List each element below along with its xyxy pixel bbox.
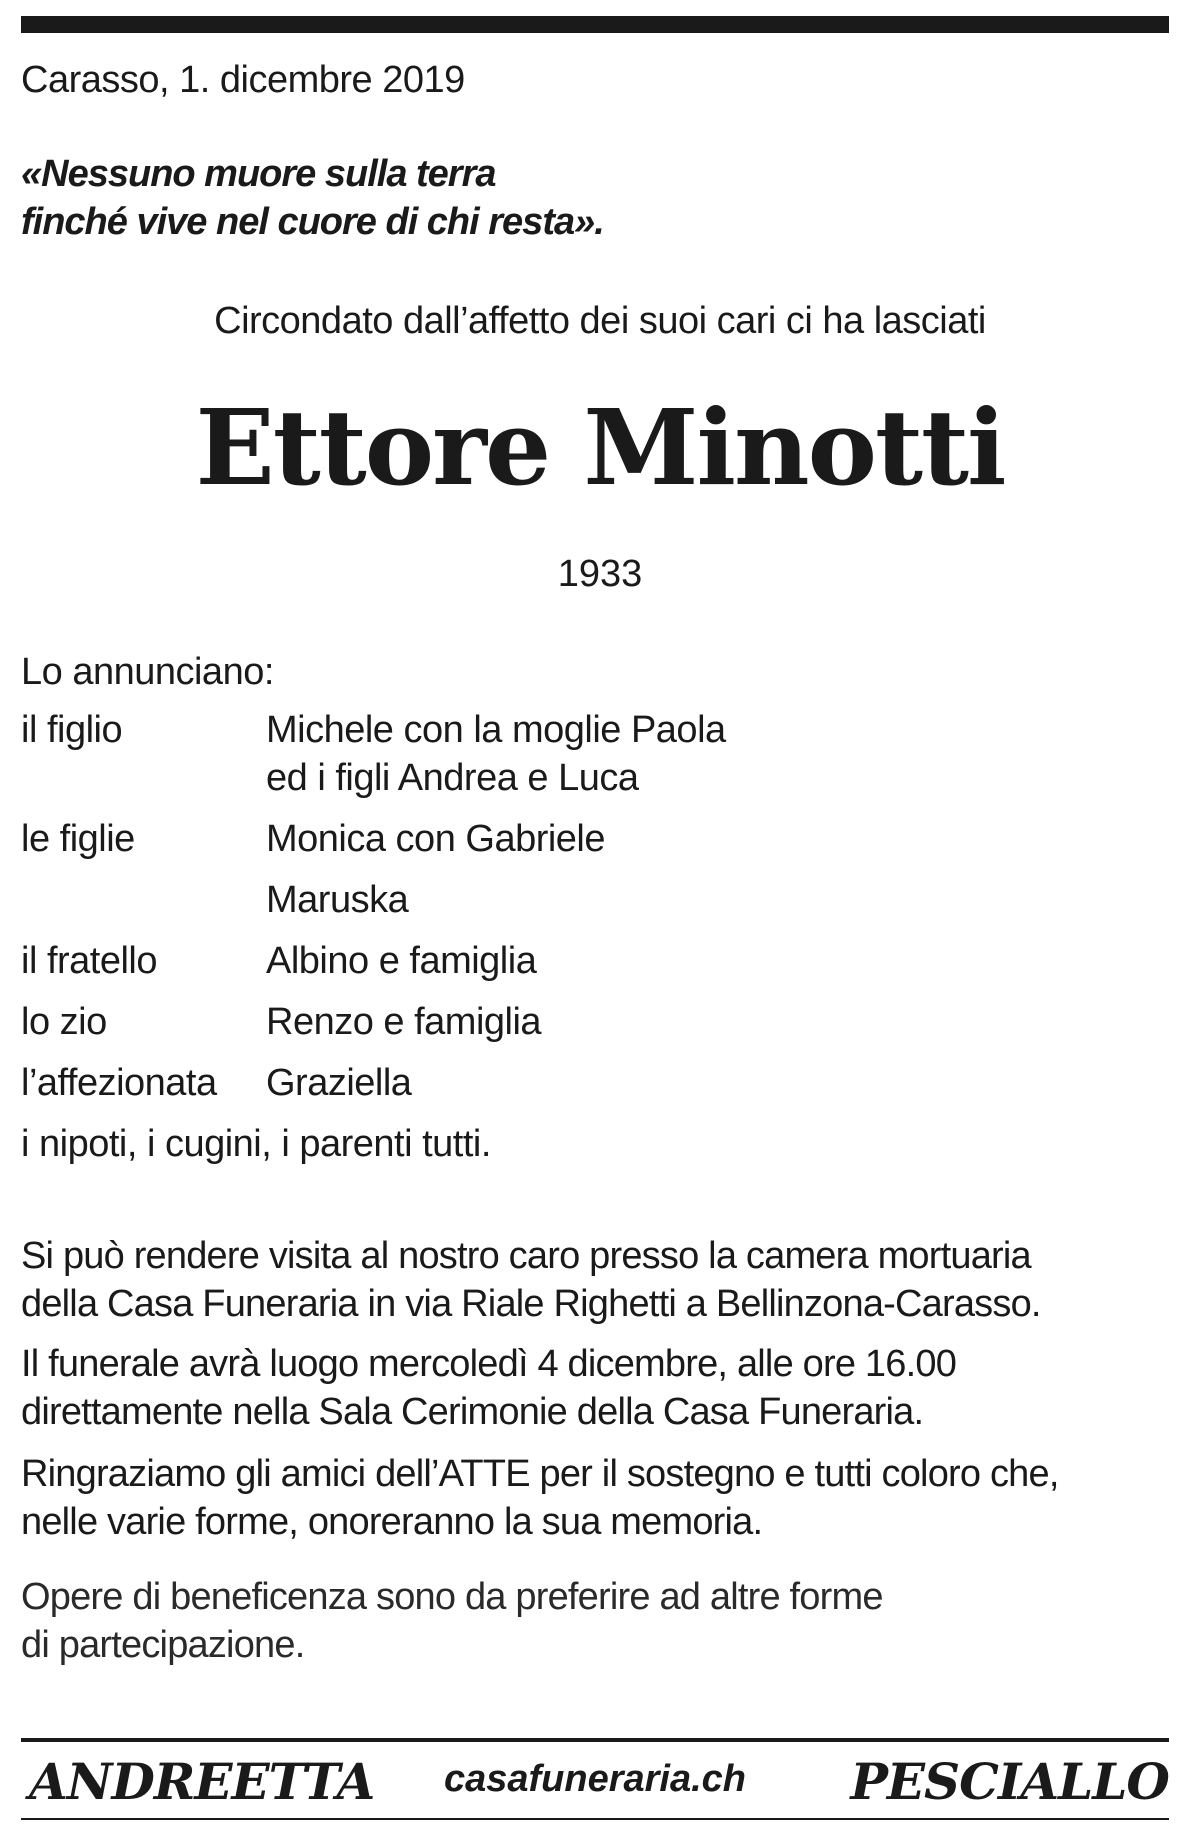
place-date: Carasso, 1. dicembre 2019 <box>21 59 465 101</box>
family-relation: il figlio <box>21 709 123 751</box>
visit-paragraph <box>21 1232 1171 1328</box>
paragraph-line: Si può rendere visita al nostro caro presso la camera mortuaria <box>21 1235 1031 1277</box>
charity-paragraph <box>21 1573 1171 1669</box>
paragraph-line: di partecipazione. <box>21 1624 305 1666</box>
family-names: Monica con Gabriele <box>266 818 606 860</box>
family-row <box>21 815 1171 876</box>
memorial-quote <box>21 150 604 246</box>
family-relation: il fratello <box>21 940 157 982</box>
paragraph-line: della Casa Funeraria in via Riale Righetti a Bellinzona-Carasso. <box>21 1283 1041 1325</box>
footer <box>21 1746 1169 1814</box>
family-names <box>266 706 726 802</box>
family-row <box>21 937 1171 998</box>
paragraph-line: direttamente nella Sala Cerimonie della Casa Funeraria. <box>21 1391 924 1433</box>
paragraph-line: nelle varie forme, onoreranno la sua memoria. <box>21 1501 763 1543</box>
quote-line-1: «Nessuno muore sulla terra <box>21 153 496 195</box>
family-names-extra: ed i figli Andrea e Luca <box>266 757 639 799</box>
family-names: Albino e famiglia <box>266 940 537 982</box>
family-row <box>21 998 1171 1059</box>
family-row <box>21 706 1171 815</box>
deceased-name: Ettore Minotti <box>195 386 1005 509</box>
family-row <box>21 1059 1171 1120</box>
family-names: Maruska <box>266 879 409 921</box>
paragraph-line: Ringraziamo gli amici dell’ATTE per il sostegno e tutti coloro che, <box>21 1453 1059 1495</box>
quote-line-2: finché vive nel cuore di chi resta». <box>21 201 604 243</box>
footer-bottom-rule <box>21 1818 1169 1820</box>
family-relation: lo zio <box>21 1001 107 1043</box>
footer-top-rule <box>21 1738 1169 1742</box>
family-names: Graziella <box>266 1062 412 1104</box>
birth-year: 1933 <box>557 553 643 595</box>
family-relation: l’affezionata <box>21 1062 217 1104</box>
paragraph-line: Opere di beneficenza sono da preferire ad altre forme <box>21 1576 883 1618</box>
footer-website-link[interactable]: casafuneraria.ch <box>443 1758 747 1800</box>
thanks-paragraph <box>21 1450 1171 1546</box>
family-closing-row <box>21 1120 1171 1181</box>
paragraph-line: Il funerale avrà luogo mercoledì 4 dicembre, alle ore 16.00 <box>21 1343 957 1385</box>
top-rule <box>21 16 1169 33</box>
footer-brand-left: ANDREETTA <box>29 1752 375 1811</box>
intro-text: Circondato dall’affetto dei suoi cari ci ha lasciati <box>214 300 986 342</box>
family-closing: i nipoti, i cugini, i parenti tutti. <box>21 1123 491 1165</box>
announce-label: Lo annunciano: <box>21 651 274 693</box>
family-row <box>21 876 1171 937</box>
family-names-line: Michele con la moglie Paola <box>266 709 726 751</box>
footer-brand-right: PESCIALLO <box>850 1752 1169 1811</box>
funeral-paragraph <box>21 1340 1171 1436</box>
family-list <box>21 706 1171 1181</box>
family-relation: le figlie <box>21 818 135 860</box>
family-names: Renzo e famiglia <box>266 1001 542 1043</box>
